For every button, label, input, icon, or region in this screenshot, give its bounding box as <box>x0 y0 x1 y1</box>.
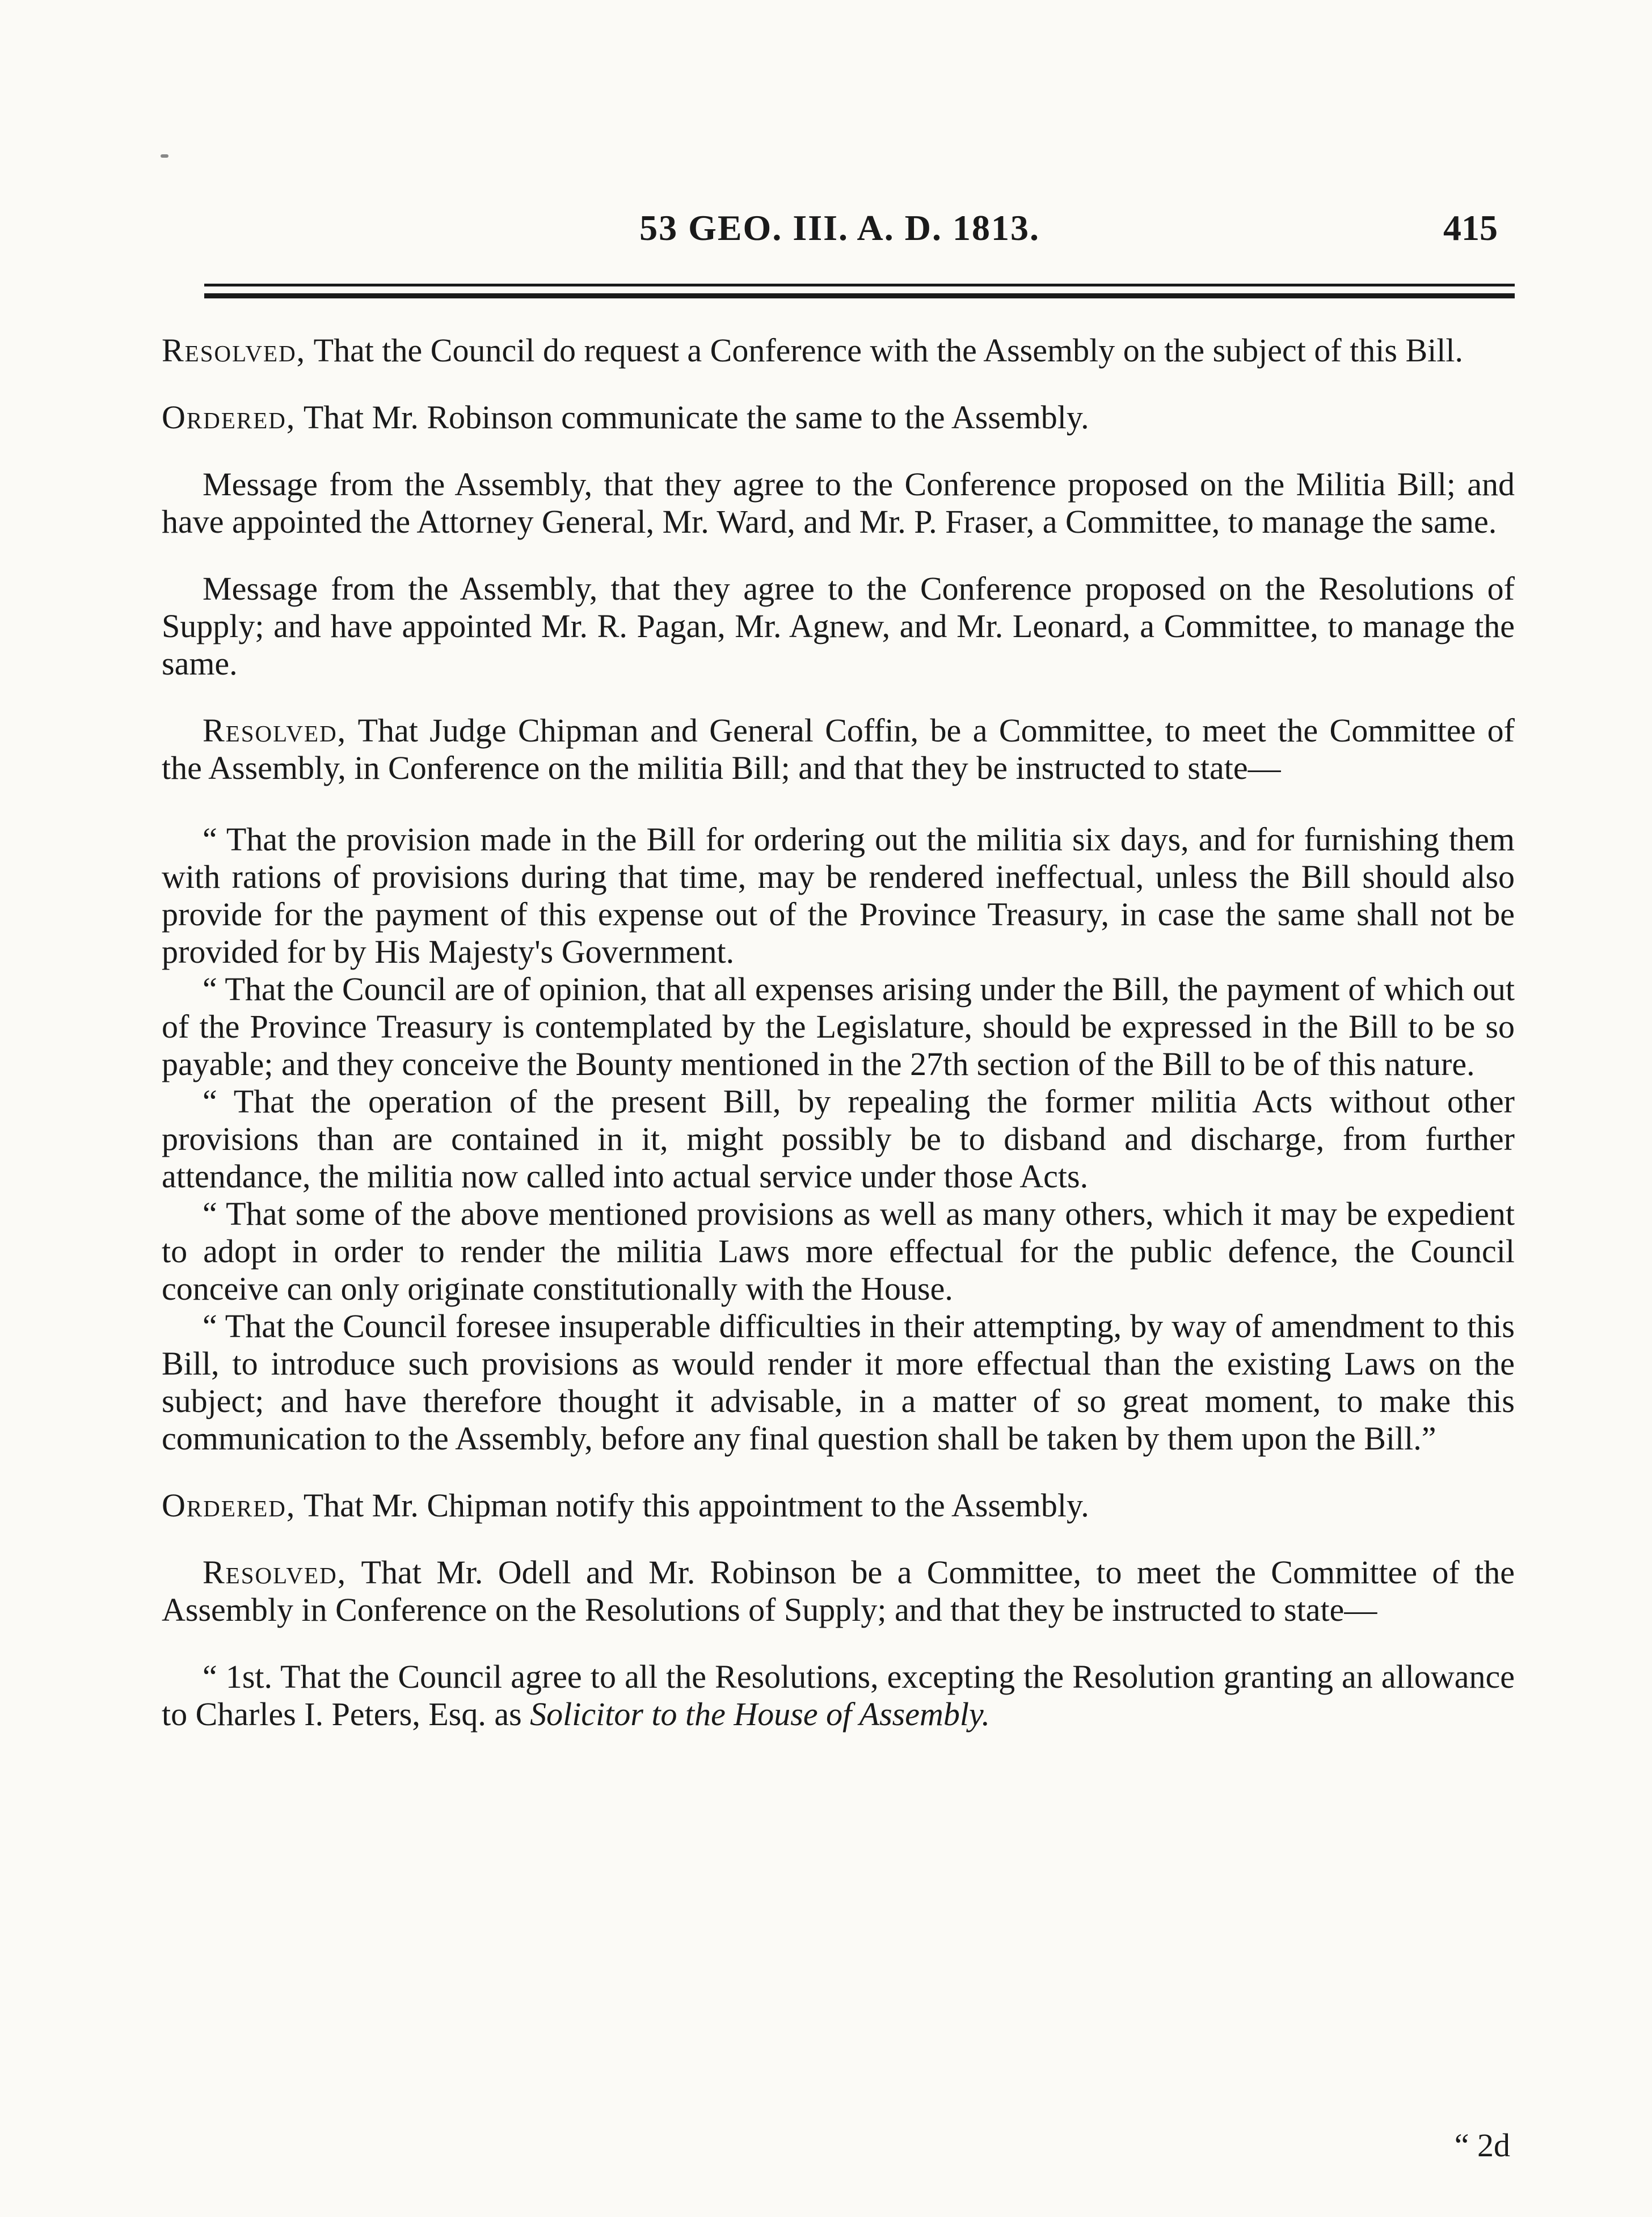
paragraph-message-supply: Message from the Assembly, that they agree to the Conference proposed on the Resolutions of Supply; and have appointed Mr. R. Pagan, Mr. Agnew, and Mr. Leonard, a Committee, to manage the same. <box>162 570 1515 682</box>
quote-first-point <box>162 1658 1515 1733</box>
running-title: 53 GEO. III. A. D. 1813. <box>639 208 1040 248</box>
quote-operation: “ That the operation of the present Bill, by repealing the former militia Acts without other provisions than are contained in it, might possibly be to disband and discharge, from further attendance, the militia now called into actual service under those Acts. <box>162 1083 1515 1195</box>
paragraph-lead: Ordered, <box>162 399 296 436</box>
paragraph-message-militia: Message from the Assembly, that they agree to the Conference proposed on the Militia Bill; and have appointed the Attorney General, Mr. Ward, and Mr. P. Fraser, a Committee, to manage the same. <box>162 466 1515 540</box>
paragraph-text: That Judge Chipman and General Coffin, be a Committee, to meet the Committee of the Assembly, in Conference on the militia Bill; and that they be instructed to state— <box>162 712 1515 786</box>
paragraph-text: That Mr. Robinson communicate the same to the Assembly. <box>296 399 1089 436</box>
paragraph-ordered-robinson <box>162 399 1515 436</box>
catchword: “ 2d <box>1454 2127 1510 2164</box>
paragraph-lead: Resolved, <box>203 712 347 749</box>
ink-mark <box>161 154 168 158</box>
paragraph-text: That the Council do request a Conference with the Assembly on the subject of this Bill. <box>306 332 1464 369</box>
paragraph-resolved-conference <box>162 332 1515 369</box>
paragraph-resolved-chipman-coffin <box>162 712 1515 787</box>
paragraph-text: That Mr. Chipman notify this appointment to the Assembly. <box>296 1487 1089 1524</box>
header-rule <box>204 284 1515 298</box>
paragraph-lead: Resolved, <box>203 1554 347 1591</box>
paragraph-resolved-odell-robinson <box>162 1554 1515 1629</box>
page-body <box>162 332 1515 1733</box>
page-header <box>165 207 1515 258</box>
quote-difficulties: “ That the Council foresee insuperable difficulties in their attempting, by way of amendment to this Bill, to introduce such provisions as would render it more effectual than the existing Laws on the subject; and have therefore thought it advisable, in a matter of so great moment, to make this communication to the Assembly, before any final question shall be taken by them upon the Bill.” <box>162 1308 1515 1457</box>
quote-expenses: “ That the Council are of opinion, that all expenses arising under the Bill, the payment of which out of the Province Treasury is contemplated by the Legislature, should be expressed in the Bill to be so payable; and they conceive the Bounty mentioned in the 27th section of the Bill to be of this nature. <box>162 971 1515 1082</box>
quote-provisions: “ That some of the above mentioned provisions as well as many others, which it may be expedient to adopt in order to render the militia Laws more effectual for the public defence, the Council conceive can only originate constitutionally with the House. <box>162 1195 1515 1307</box>
quote-provision: “ That the provision made in the Bill for ordering out the militia six days, and for furnishing them with rations of provisions during that time, may be rendered ineffectual, unless the Bill should also provide for the payment of this expense out of the Province Treasury, in case the same shall not be provided for by His Majesty's Government. <box>162 821 1515 970</box>
paragraph-lead: Resolved, <box>162 332 306 369</box>
paragraph-text: That Mr. Odell and Mr. Robinson be a Committee, to meet the Committee of the Assembly in Conference on the Resolutions of Supply; and that they be instructed to state— <box>162 1554 1515 1628</box>
paragraph-italic: Solicitor to the House of Assembly. <box>530 1696 991 1733</box>
paragraph-text: “ 1st. That the Council agree to all the Resolutions, excepting the Resolution granting an allowance to Charles I. Peters, Esq. as <box>162 1658 1515 1733</box>
paragraph-ordered-chipman <box>162 1487 1515 1524</box>
page-number: 415 <box>1443 208 1498 248</box>
paragraph-lead: Ordered, <box>162 1487 296 1524</box>
